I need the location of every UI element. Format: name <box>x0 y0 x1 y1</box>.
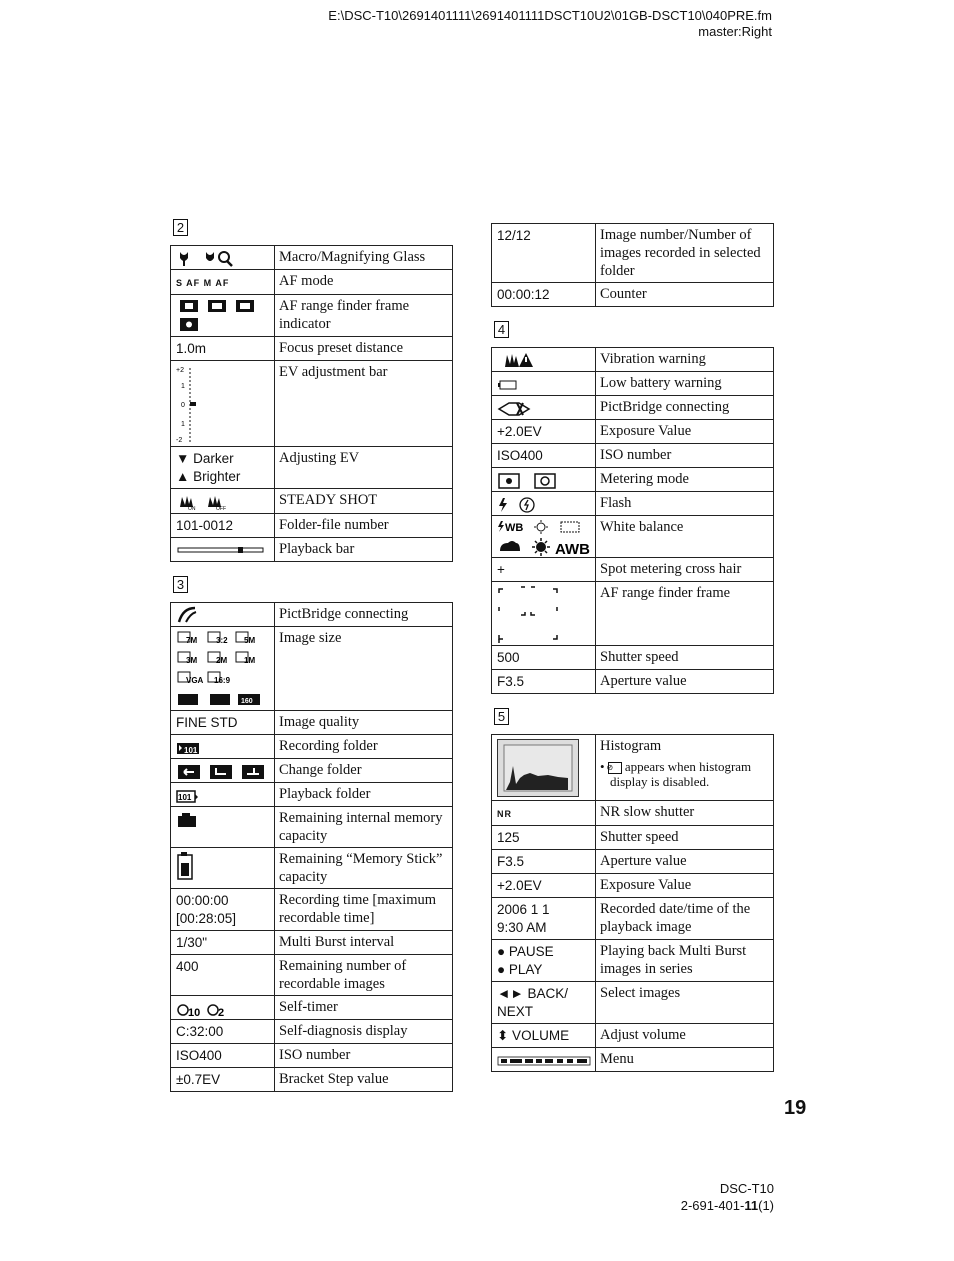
description-cell <box>596 558 774 582</box>
symbol-cell <box>492 940 596 982</box>
description-cell <box>596 1048 774 1072</box>
svg-text:3:2: 3:2 <box>216 636 228 646</box>
legend-row-flash <box>492 492 774 516</box>
legend-table-section-2 <box>170 245 453 562</box>
symbol-text: 1/30" <box>176 935 208 951</box>
description-cell <box>596 420 774 444</box>
vibration-warning-icon <box>497 351 531 369</box>
legend-row-macro-magnifying-glass <box>171 246 453 270</box>
svg-text:5M: 5M <box>244 636 256 646</box>
svg-text:3M: 3M <box>186 656 198 666</box>
description-cell <box>596 850 774 874</box>
symbol-cell <box>171 783 275 807</box>
description-text: Spot metering cross hair <box>600 561 742 578</box>
legend-row-shutter-speed <box>492 646 774 670</box>
legend-row-adjust-volume <box>492 1024 774 1048</box>
description-cell <box>275 783 453 807</box>
description-cell <box>596 396 774 420</box>
legend-table-section-4 <box>491 347 774 694</box>
playback-bar-icon <box>176 545 266 555</box>
description-cell <box>275 1020 453 1044</box>
svg-text:OFF: OFF <box>216 505 226 512</box>
description-text: Image number/Number of images recorded in selected folder <box>600 227 761 279</box>
description-cell <box>596 468 774 492</box>
image-size-icons <box>176 630 262 708</box>
legend-row-self-timer <box>171 996 453 1020</box>
legend-row-af-mode <box>171 270 453 295</box>
internal-memory-icon <box>176 812 198 828</box>
symbol-cell <box>492 1024 596 1048</box>
symbol-text: 00:00:00 [00:28:05] <box>176 893 237 927</box>
description-cell <box>275 1044 453 1068</box>
description-text: Metering mode <box>600 471 689 488</box>
symbol-text: NR <box>497 809 512 820</box>
description-text: Histogram <box>600 738 662 755</box>
histogram-note: • ⊘ appears when histogram display is disabled. <box>600 759 752 790</box>
legend-row-select-images <box>492 982 774 1024</box>
description-cell <box>275 627 453 711</box>
description-cell <box>596 874 774 898</box>
page-number: 19 <box>784 1097 807 1119</box>
description-text: Adjust volume <box>600 1027 686 1044</box>
svg-text:0: 0 <box>181 402 185 410</box>
description-cell <box>596 735 774 801</box>
svg-text:1: 1 <box>181 421 185 429</box>
svg-text:+2: +2 <box>176 367 184 375</box>
description-cell <box>275 361 453 447</box>
description-cell <box>275 295 453 337</box>
legend-row-remaining-internal-memory-capacity <box>171 807 453 848</box>
legend-row-pictbridge-connecting <box>171 602 453 626</box>
description-cell <box>596 582 774 646</box>
symbol-cell <box>171 1020 275 1044</box>
symbol-cell <box>492 558 596 582</box>
section-number-5: 5 <box>494 708 509 725</box>
symbol-cell <box>171 996 275 1020</box>
symbol-cell <box>492 850 596 874</box>
description-cell <box>596 670 774 694</box>
legend-row-folder-file-number <box>171 513 453 537</box>
symbol-cell <box>171 759 275 783</box>
legend-row-playback-folder <box>171 783 453 807</box>
legend-row-white-balance <box>492 516 774 558</box>
symbol-cell <box>171 361 275 447</box>
histogram-icon <box>497 738 579 798</box>
description-text: Exposure Value <box>600 423 692 440</box>
steady-shot-icon <box>176 493 236 511</box>
symbol-cell <box>492 801 596 826</box>
symbol-text: ±0.7EV <box>176 1072 221 1088</box>
symbol-text: ISO400 <box>176 1048 222 1064</box>
legend-row-multi-burst-interval <box>171 931 453 955</box>
symbol-cell <box>492 372 596 396</box>
symbol-cell <box>492 1048 596 1072</box>
symbol-text: ⬍ VOLUME <box>497 1028 570 1044</box>
legend-row-aperture-value <box>492 670 774 694</box>
description-text: Change folder <box>279 762 362 779</box>
symbol-cell <box>492 516 596 558</box>
memory-stick-icon <box>176 851 194 881</box>
legend-row-vibration-warning <box>492 348 774 372</box>
description-cell <box>596 224 774 283</box>
symbol-cell <box>171 627 275 711</box>
description-text: Remaining “Memory Stick” capacity <box>279 851 443 886</box>
af-frame-icon <box>497 585 559 643</box>
description-cell <box>596 283 774 307</box>
legend-row-af-range-finder-frame-indicator <box>171 295 453 337</box>
legend-row-image-number-number-of-images-recorded-in-selected-folder <box>492 224 774 283</box>
legend-row-adjusting-ev <box>171 447 453 489</box>
legend-row-recording-folder <box>171 735 453 759</box>
description-text: Playback bar <box>279 540 355 557</box>
description-cell <box>275 337 453 361</box>
description-text: Aperture value <box>600 853 687 870</box>
description-text: NR slow shutter <box>600 804 695 821</box>
description-cell <box>596 516 774 558</box>
symbol-cell <box>171 489 275 513</box>
description-text: Flash <box>600 495 632 512</box>
section-number-4: 4 <box>494 321 509 338</box>
symbol-text: FINE STD <box>176 715 238 731</box>
legend-table-section-3 <box>170 602 453 1092</box>
description-text: Shutter speed <box>600 649 679 666</box>
change-folder-icon <box>176 764 266 780</box>
symbol-cell <box>171 955 275 996</box>
symbol-cell <box>492 735 596 801</box>
legend-row-recording-time-maximum-recordable-time <box>171 889 453 931</box>
description-cell <box>596 646 774 670</box>
description-text: Multi Burst interval <box>279 934 395 951</box>
metering-mode-icon <box>497 473 557 489</box>
legend-row-image-quality <box>171 711 453 735</box>
legend-row-ev-adjustment-bar <box>171 361 453 447</box>
legend-row-spot-metering-cross-hair <box>492 558 774 582</box>
description-cell <box>596 982 774 1024</box>
description-text: Adjusting EV <box>279 450 360 467</box>
description-text: Remaining internal memory capacity <box>279 810 443 845</box>
svg-text:101: 101 <box>178 792 192 802</box>
symbol-cell <box>492 826 596 850</box>
legend-row-focus-preset-distance <box>171 337 453 361</box>
right-column <box>491 223 774 1072</box>
macro-magnifier-icon <box>176 249 236 267</box>
description-text: STEADY SHOT <box>279 492 378 509</box>
description-text: EV adjustment bar <box>279 364 388 381</box>
description-text: Aperture value <box>600 673 687 690</box>
symbol-cell <box>171 1044 275 1068</box>
symbol-cell <box>171 1068 275 1092</box>
svg-text:160: 160 <box>241 698 253 706</box>
symbol-cell <box>492 898 596 940</box>
flash-icon <box>497 497 543 513</box>
histogram-off-icon: ⊘ <box>608 762 622 774</box>
svg-text:AWB: AWB <box>555 541 590 559</box>
description-text: Shutter speed <box>600 829 679 846</box>
description-text: Menu <box>600 1051 634 1068</box>
description-text: Self-timer <box>279 999 338 1016</box>
symbol-text: ● PAUSE ● PLAY <box>497 944 554 978</box>
description-cell <box>275 807 453 848</box>
symbol-cell <box>492 492 596 516</box>
legend-row-metering-mode <box>492 468 774 492</box>
symbol-text: 00:00:12 <box>497 287 550 302</box>
legend-row-menu <box>492 1048 774 1072</box>
description-cell <box>596 940 774 982</box>
symbol-cell <box>171 602 275 626</box>
symbol-cell <box>492 582 596 646</box>
description-text: Bracket Step value <box>279 1071 389 1088</box>
description-text: Vibration warning <box>600 351 706 367</box>
symbol-text: ◄► BACK/ NEXT <box>497 986 568 1020</box>
description-cell <box>275 931 453 955</box>
legend-table-section-5 <box>491 734 774 1072</box>
symbol-cell <box>171 246 275 270</box>
symbol-cell <box>171 513 275 537</box>
footer <box>681 1180 774 1214</box>
legend-row-remaining-memory-stick-capacity <box>171 848 453 889</box>
description-cell <box>596 1024 774 1048</box>
legend-row-counter <box>492 283 774 307</box>
legend-row-playing-back-multi-burst-images-in-series <box>492 940 774 982</box>
section-number-2: 2 <box>173 219 188 236</box>
legend-row-nr-slow-shutter <box>492 801 774 826</box>
description-text: Remaining number of recordable images <box>279 958 407 993</box>
description-cell <box>596 898 774 940</box>
symbol-cell <box>171 270 275 295</box>
legend-row-image-size <box>171 627 453 711</box>
legend-row-recorded-date-time-of-the-playback-image <box>492 898 774 940</box>
description-text: Playing back Multi Burst images in series <box>600 943 747 978</box>
low-battery-icon <box>497 379 519 391</box>
description-cell <box>275 848 453 889</box>
description-cell <box>275 489 453 513</box>
legend-row-histogram <box>492 735 774 801</box>
svg-text:-2: -2 <box>176 437 183 445</box>
symbol-text: +2.0EV <box>497 878 542 894</box>
pictbridge-icon <box>176 606 200 624</box>
symbol-cell <box>492 396 596 420</box>
legend-row-aperture-value <box>492 850 774 874</box>
description-text: White balance <box>600 519 684 536</box>
symbol-cell <box>171 848 275 889</box>
legend-row-iso-number <box>171 1044 453 1068</box>
symbol-cell <box>171 337 275 361</box>
playback-folder-icon <box>176 789 200 803</box>
svg-text:WB: WB <box>505 522 524 535</box>
description-cell <box>275 996 453 1020</box>
description-text: Focus preset distance <box>279 340 404 357</box>
description-text: PictBridge connecting <box>600 399 730 416</box>
symbol-cell <box>492 646 596 670</box>
symbol-cell <box>492 224 596 283</box>
legend-row-self-diagnosis-display <box>171 1020 453 1044</box>
description-cell <box>275 711 453 735</box>
svg-text:1M: 1M <box>244 656 256 666</box>
description-text: Select images <box>600 985 681 1002</box>
legend-row-exposure-value <box>492 420 774 444</box>
histogram-thumbnail <box>497 739 579 797</box>
symbol-cell <box>171 447 275 489</box>
legend-row-af-range-finder-frame <box>492 582 774 646</box>
description-text: ISO number <box>600 447 672 464</box>
symbol-text: 125 <box>497 830 520 846</box>
description-cell <box>275 889 453 931</box>
description-cell <box>275 537 453 561</box>
legend-row-iso-number <box>492 444 774 468</box>
description-cell <box>275 955 453 996</box>
symbol-text: 12/12 <box>497 228 531 243</box>
legend-table-section-3-continued <box>491 223 774 307</box>
svg-text:ON: ON <box>188 505 196 512</box>
description-cell <box>275 513 453 537</box>
description-cell <box>596 372 774 396</box>
description-cell <box>275 759 453 783</box>
symbol-text: ISO400 <box>497 448 543 464</box>
self-timer-icon <box>176 1001 236 1017</box>
symbol-text: +2.0EV <box>497 424 542 440</box>
legend-row-shutter-speed <box>492 826 774 850</box>
description-cell <box>596 492 774 516</box>
symbol-text: F3.5 <box>497 854 525 870</box>
description-text: Image quality <box>279 714 360 731</box>
symbol-cell <box>171 889 275 931</box>
description-cell <box>275 447 453 489</box>
svg-text:2M: 2M <box>216 656 228 666</box>
description-cell <box>275 602 453 626</box>
symbol-cell <box>492 670 596 694</box>
symbol-cell <box>492 444 596 468</box>
symbol-cell <box>492 468 596 492</box>
legend-row-steady-shot <box>171 489 453 513</box>
symbol-cell <box>171 735 275 759</box>
symbol-cell <box>171 295 275 337</box>
menu-bar-icon <box>497 1056 591 1066</box>
description-text: AF range finder frame indicator <box>279 298 410 333</box>
symbol-cell <box>492 874 596 898</box>
svg-text:7M: 7M <box>186 636 198 646</box>
description-cell <box>596 348 774 372</box>
legend-row-remaining-number-of-recordable-images <box>171 955 453 996</box>
symbol-text: + <box>497 562 505 578</box>
document-code: 2-691-401-11(1) <box>680 1198 774 1213</box>
description-cell <box>596 826 774 850</box>
description-text: Image size <box>279 630 342 647</box>
symbol-text: 500 <box>497 650 520 666</box>
description-text: Recording folder <box>279 738 378 755</box>
description-text: AF range finder frame <box>600 585 731 602</box>
svg-text:10: 10 <box>188 1006 201 1019</box>
legend-row-bracket-step-value <box>171 1068 453 1092</box>
description-text: ISO number <box>279 1047 351 1064</box>
description-text: Playback folder <box>279 786 371 803</box>
symbol-text: 2006 1 1 9:30 AM <box>497 902 550 936</box>
model-name: DSC-T10 <box>719 1181 774 1196</box>
symbol-cell <box>171 807 275 848</box>
legend-row-playback-bar <box>171 537 453 561</box>
svg-text:2: 2 <box>218 1006 225 1019</box>
symbol-text: S AF M AF <box>176 278 230 289</box>
svg-text:16:9: 16:9 <box>214 676 231 686</box>
pictbridge-connecting-icon <box>497 401 531 417</box>
svg-text:1: 1 <box>181 383 185 391</box>
ev-bar-icon <box>176 364 206 444</box>
file-path: E:\DSC-T10\2691401111\2691401111DSCT10U2\01GB-DSCT10\040PRE.fm <box>328 8 772 23</box>
legend-row-exposure-value <box>492 874 774 898</box>
file-header <box>328 8 772 40</box>
description-text: Exposure Value <box>600 877 692 894</box>
symbol-cell <box>171 711 275 735</box>
section-number-3: 3 <box>173 576 188 593</box>
symbol-cell <box>171 931 275 955</box>
recording-folder-icon <box>176 741 200 755</box>
svg-text:VGA: VGA <box>186 676 204 686</box>
description-text: Recording time [maximum recordable time] <box>279 892 437 927</box>
symbol-text: ▼ Darker ▲ Brighter <box>176 451 241 485</box>
symbol-cell <box>492 420 596 444</box>
description-cell <box>596 444 774 468</box>
description-text: Recorded date/time of the playback image <box>600 901 751 936</box>
description-text: Folder-file number <box>279 516 389 533</box>
svg-text:101: 101 <box>184 745 198 755</box>
legend-row-pictbridge-connecting <box>492 396 774 420</box>
legend-row-change-folder <box>171 759 453 783</box>
description-cell <box>275 1068 453 1092</box>
description-cell <box>275 246 453 270</box>
symbol-text: 101-0012 <box>176 517 234 533</box>
master-page-label: master:Right <box>698 24 772 39</box>
symbol-text: 1.0m <box>176 341 207 357</box>
left-column <box>170 219 453 1092</box>
symbol-text: C:32:00 <box>176 1024 224 1040</box>
description-cell <box>275 270 453 295</box>
description-text: Self-diagnosis display <box>279 1023 408 1040</box>
white-balance-icon <box>497 519 590 559</box>
symbol-cell <box>492 348 596 372</box>
description-text: PictBridge connecting <box>279 605 409 622</box>
symbol-text: F3.5 <box>497 674 525 690</box>
legend-row-low-battery-warning <box>492 372 774 396</box>
symbol-cell <box>492 982 596 1024</box>
description-text: Macro/Magnifying Glass <box>279 249 426 265</box>
description-text: Counter <box>600 286 647 302</box>
symbol-cell <box>171 537 275 561</box>
description-cell <box>596 801 774 826</box>
description-cell <box>275 735 453 759</box>
symbol-cell <box>492 283 596 307</box>
af-range-finder-icon <box>176 298 256 334</box>
symbol-text: 400 <box>176 959 199 975</box>
description-text: AF mode <box>279 273 334 290</box>
description-text: Low battery warning <box>600 375 722 392</box>
